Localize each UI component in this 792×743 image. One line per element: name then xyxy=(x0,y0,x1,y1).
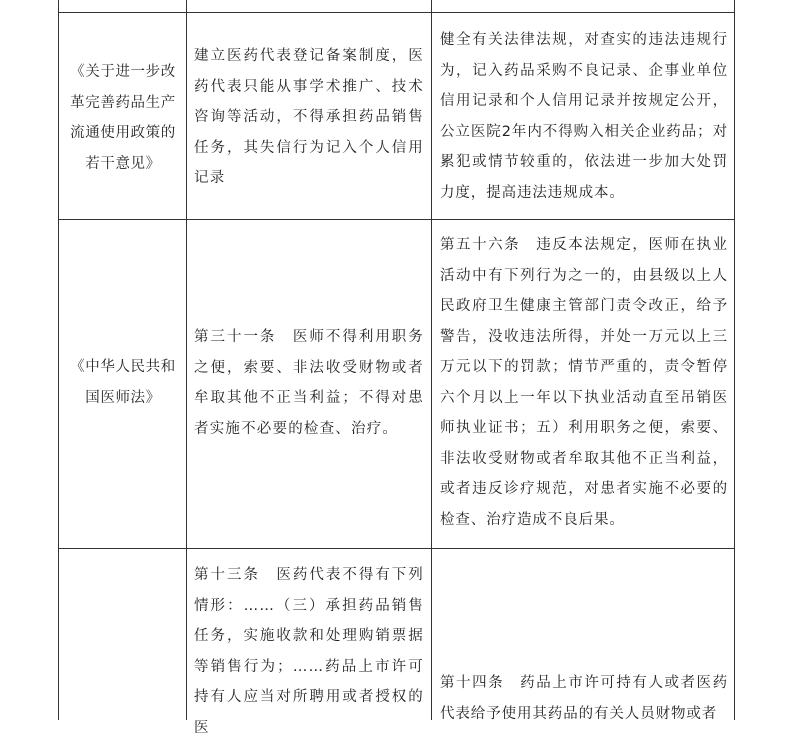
row-divider-2 xyxy=(58,548,734,549)
obligation-cell xyxy=(194,322,424,444)
penalty-cell xyxy=(440,25,728,208)
row-divider-top xyxy=(58,12,734,13)
regulation-name: 《关于进一步改革完善药品生产流通使用政策的若干意见》 xyxy=(70,64,176,172)
penalty-text: 健全有关法律法规，对查实的违法违规行为，记入药品采购不良记录、企事业单位信用记录和个人信用记录并按规定公开，公立医院2年内不得购入相关企业药品；对累犯或情节较重的，依法进一步加大处罚力度，提高违法违规成本。 xyxy=(440,32,728,201)
row-divider-1 xyxy=(58,219,734,220)
penalty-text: 第十四条 药品上市许可持有人或者医药代表给予使用其药品的有关人员财物或者 xyxy=(440,675,728,722)
obligation-cell xyxy=(194,560,424,743)
penalty-text: 第五十六条 违反本法规定，医师在执业活动中有下列行为之一的，由县级以上人民政府卫生健康主管部门责令改正，给予警告，没收违法所得，并处一万元以上三万元以下的罚款；情节严重的，责令暂停六个月以上一年以下执业活动直至吊销医师执业证书；五）利用职务之便，索要、非法收受财物或者牟取其他不正当利益，或者违反诊疗规范，对患者实施不必要的检查、治疗造成不良后果。 xyxy=(440,237,728,528)
column-divider-2 xyxy=(431,0,432,720)
penalty-cell xyxy=(440,668,728,729)
obligation-text: 第三十一条 医师不得利用职务之便，索要、非法收受财物或者牟取其他不正当利益；不得对患者实施不必要的检查、治疗。 xyxy=(194,329,424,437)
obligation-text: 建立医药代表登记备案制度，医药代表只能从事学术推广、技术咨询等活动，不得承担药品销售任务，其失信行为记入个人信用记录 xyxy=(194,48,424,186)
obligation-cell xyxy=(194,41,424,194)
column-divider-1 xyxy=(186,0,187,720)
regulation-cell xyxy=(66,57,180,179)
obligation-text: 第十三条 医药代表不得有下列情形：……（三）承担药品销售任务，实施收款和处理购销票据等销售行为；……药品上市许可持有人应当对所聘用或者授权的医 xyxy=(194,567,424,736)
table-border-left xyxy=(58,0,59,720)
penalty-cell xyxy=(440,230,728,535)
regulation-name: 《中华人民共和国医师法》 xyxy=(70,359,176,406)
regulation-cell xyxy=(66,352,180,413)
table-border-right xyxy=(734,0,735,720)
